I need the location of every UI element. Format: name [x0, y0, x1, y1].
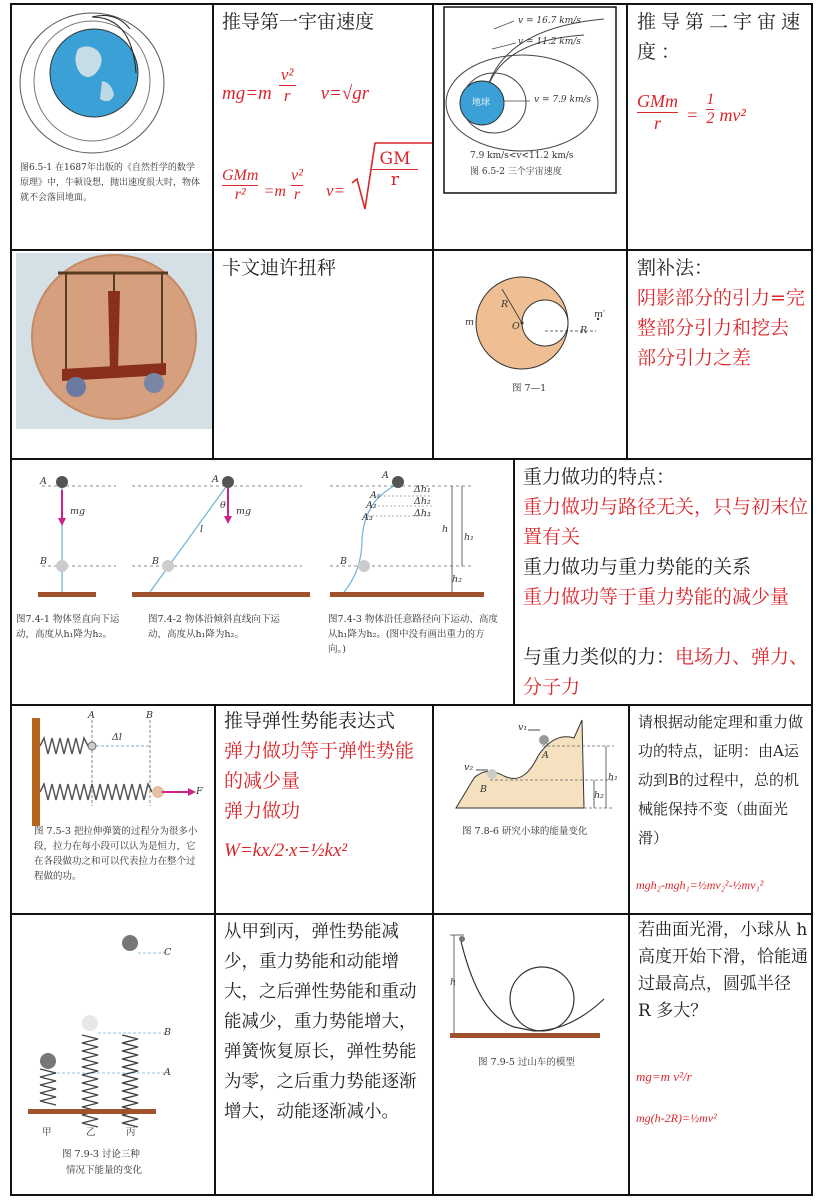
r4c3-caption: 图 7.8-6 研究小球的能量变化: [462, 826, 588, 837]
label-earth: 地球: [472, 98, 491, 108]
fig3-label-h1: h₁: [464, 532, 474, 543]
sqrt-fraction: GM r: [372, 149, 418, 190]
r1c2-title: 推导第一宇宙速度: [222, 11, 375, 33]
label-O: O: [512, 321, 520, 332]
r1c4-title: 推导第二宇宙速度：: [637, 11, 806, 63]
r2c3-cavity-sphere: [434, 251, 626, 458]
springs-label-jia: 甲: [42, 1127, 52, 1138]
spring-label-A: A: [88, 710, 95, 721]
r3-line5: 与重力类似的力：电场力、弹力、分子力: [523, 646, 809, 698]
fig2-label-A: A: [212, 474, 219, 485]
r1c3-cosmic-velocities: [434, 5, 626, 249]
r3-line2: 重力做功与路径无关，只与初末位置有关: [523, 496, 809, 548]
r4c4-body: 请根据动能定理和重力做功的特点，证明：由A运动到B的过程中，总的机械能保持不变（曲面光滑）: [638, 713, 804, 847]
r5c1-caption-1: 图 7.9-3 讨论三种: [62, 1149, 140, 1160]
cavity-sphere-figure: [434, 251, 626, 458]
label-m-prime: m′: [594, 309, 606, 320]
r5c1-caption-2: 情况下能量的变化: [66, 1165, 143, 1176]
r5c2-body: 从甲到丙，弹性势能减少，重力势能和动能增大，之后弹性势能和重动能减少，重力势能增大，弹簧恢复原长，弹性势能为零，之后重力势能逐渐增大，动能逐渐减小。: [224, 922, 417, 1122]
r5c1-springs: [12, 915, 214, 1194]
springs-label-yi: 乙: [86, 1127, 96, 1138]
r3-line1: 重力做功的特点：: [523, 466, 676, 488]
label-v1: v₁: [518, 722, 528, 733]
formula-mg: mg=m $\frac{\text{v²}}{r}$ v=√gr: [222, 65, 370, 105]
fig1-label-B: B: [40, 556, 47, 567]
springs-label-bing: 丙: [126, 1127, 136, 1138]
fig3-label-A3: A₃: [362, 512, 373, 523]
label-B: B: [480, 784, 487, 795]
r4c1-spring: [12, 706, 214, 913]
sqrt-sign: [214, 5, 432, 249]
fig3-label-A2: A₂: [366, 500, 377, 511]
r4c4-proof: [630, 706, 811, 913]
r5c4-body: 若曲面光滑，小球从 h 高度开始下滑，恰能通过最高点，圆弧半径 R 多大？: [638, 920, 808, 1021]
fig2-label-theta: θ: [220, 500, 226, 511]
r5c3-caption: 图 7.9-5 过山车的模型: [478, 1057, 575, 1068]
r5c4-loop-problem: [630, 915, 811, 1194]
newton-orbit-figure: [12, 5, 212, 249]
label-R: R: [501, 299, 509, 310]
r3-figures: [12, 460, 513, 704]
fig3-label-A1: A₁: [370, 490, 381, 501]
r2c2-title: 卡文迪许扭秤: [222, 257, 337, 279]
formula-second: GMm r = $\frac{1}{2}$ mv²: [637, 91, 746, 133]
label-v11: v = 11.2 km/s: [518, 37, 581, 47]
r4c1-caption: 图 7.5-3 把拉伸弹簧的过程分为很多小段，拉力在每小段可以认为是恒力，它在各段做功之和可以代表拉力在整个过程做的功。: [34, 826, 198, 882]
border-right: [811, 3, 813, 1196]
r5c2-energy-text: [216, 915, 432, 1194]
r2c4-title: 割补法：: [637, 257, 714, 279]
r2c1-torsion-photo: [12, 251, 212, 458]
r1c2-first-cosmic: [214, 5, 432, 249]
r4c4-formula: mgh₂-mgh₁=½mv₂²-½mv₁²: [636, 878, 764, 892]
ball-track-figure: [434, 706, 628, 913]
r5c4-formula-2: mg(h-2R)=½mv²: [636, 1111, 717, 1125]
fig1-caption: 图7.4-1 物体竖直向下运动，高度从h₁降为h₂。: [16, 614, 120, 640]
label-v2: v₂: [464, 762, 474, 773]
fig2-caption: 图7.4-2 物体沿倾斜直线向下运动，高度从h₁降为h₂。: [148, 614, 280, 640]
r4c2-line2: 弹力做功: [224, 800, 301, 822]
fig3-label-dh2: Δh₂: [414, 496, 431, 507]
spring-label-dl: Δl: [112, 732, 122, 743]
r2c2-cavendish: [214, 251, 432, 458]
fig3-label-dh3: Δh₃: [414, 508, 431, 519]
fig2-label-B: B: [152, 556, 159, 567]
fig3-label-h: h: [442, 524, 449, 535]
label-m: m: [465, 317, 475, 328]
r1c4-second-cosmic: [628, 5, 811, 249]
label-h1: h₁: [608, 772, 618, 783]
spring-label-B: B: [146, 710, 153, 721]
fig2-label-l: l: [200, 524, 204, 535]
r4c3-ball-energy: [434, 706, 628, 913]
label-v7: v = 7.9 km/s: [534, 95, 592, 105]
label-range: 7.9 km/s<v<11.2 km/s: [470, 151, 574, 161]
torsion-balance-photo: [12, 251, 212, 458]
r4c2-formula: W=kx/2·x=½kx²: [224, 840, 348, 861]
r4c2-line1: 弹力做功等于弹性势能的减少量: [224, 740, 415, 792]
gravity-work-figures: [12, 460, 513, 704]
r3-line3: 重力做功与重力势能的关系: [523, 556, 752, 578]
label-v16: v = 16.7 km/s: [518, 16, 581, 26]
label-R-2: R: [580, 325, 588, 336]
springs-label-B: B: [164, 1027, 171, 1038]
border-bottom: [10, 1194, 813, 1196]
fig3-label-B: B: [340, 556, 347, 567]
r2c4-cut-fill: [628, 251, 811, 458]
formula-gmm: GMm r² =m $\frac{\text{v²}}{r}$ v=: [222, 167, 346, 203]
coaster-label-h: h: [450, 977, 457, 988]
label-A: A: [542, 750, 549, 761]
r1c1-newton-cannon: [12, 5, 212, 249]
r2c4-body: 阴影部分的引力=完整部分引力和挖去部分引力之差: [637, 287, 805, 369]
fig1-label-mg: mg: [70, 506, 86, 517]
fig3-caption: 图7.4-3 物体沿任意路径向下运动、高度从h₁降为h₂。(图中没有画出重力的方向。): [328, 614, 498, 655]
label-h2: h₂: [594, 790, 604, 801]
spring-label-F: F: [196, 786, 203, 797]
r5c4-formula-1: mg=m v²/r: [636, 1069, 692, 1084]
fig2-label-mg: mg: [236, 506, 252, 517]
r1c1-caption: 图6.5-1 在1687年出版的《自然哲学的数学原理》中，牛顿设想，抛出速度很大时，物体就不会落回地面。: [20, 163, 201, 203]
r4c2-title: 推导弹性势能表达式: [224, 710, 396, 732]
springs-label-A: A: [164, 1067, 171, 1078]
r1c3-caption: 图 6.5-2 三个宇宙速度: [470, 167, 562, 177]
fig3-label-dh1: Δh₁: [414, 484, 431, 495]
springs-label-C: C: [164, 947, 172, 958]
r5c3-coaster: [434, 915, 628, 1194]
r4c2-elastic: [216, 706, 432, 913]
r3-text: [515, 460, 811, 704]
fig1-label-A: A: [40, 476, 47, 487]
r2c3-caption: 图 7—1: [512, 383, 547, 394]
r3-line4: 重力做功等于重力势能的减少量: [523, 586, 790, 608]
fig3-label-h2: h₂: [452, 574, 462, 585]
fig3-label-A: A: [382, 470, 389, 481]
